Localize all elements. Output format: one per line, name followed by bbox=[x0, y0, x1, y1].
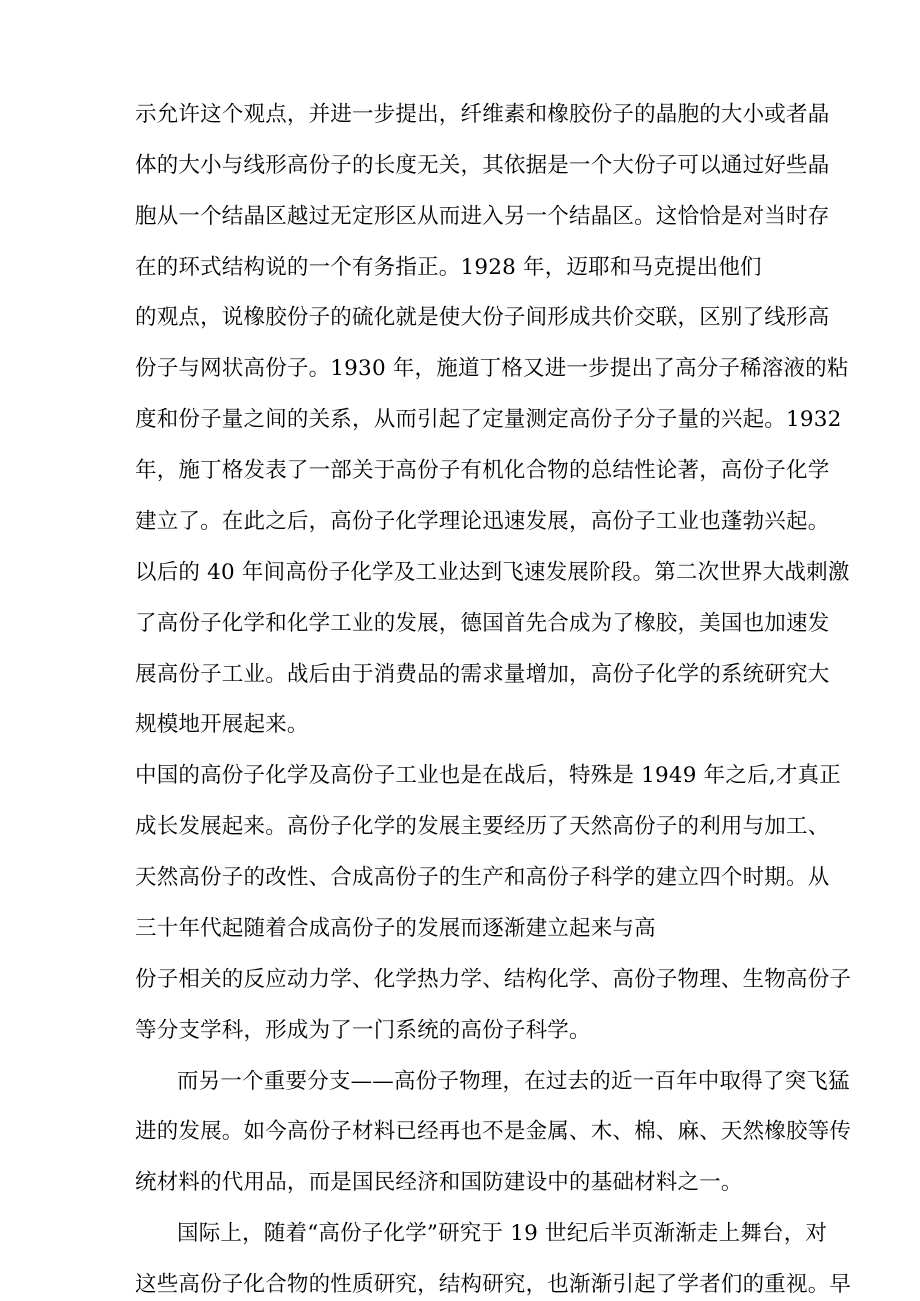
text-line: 中国的高份子化学及高份子工业也是在战后，特殊是 1949 年之后,才真正 bbox=[135, 763, 841, 788]
text-line: 胞从一个结晶区越过无定形区从而进入另一个结晶区。这恰恰是对当时存 bbox=[135, 204, 830, 229]
text-line: 而另一个重要分支——高份子物理，在过去的近一百年中取得了突飞猛 bbox=[177, 1069, 850, 1094]
text-line: 的观点，说橡胶份子的硫化就是使大份子间形成共价交联，区别了线形高 bbox=[135, 305, 830, 330]
text-line: 成长发展起来。高份子化学的发展主要经历了天然高份子的利用与加工、 bbox=[135, 814, 830, 839]
text-line: 了高份子化学和化学工业的发展，德国首先合成为了橡胶，美国也加速发 bbox=[135, 611, 830, 636]
text-line: 规模地开展起来。 bbox=[135, 712, 309, 737]
text-line: 进的发展。如今高份子材料已经再也不是金属、木、棉、麻、天然橡胶等传 bbox=[135, 1119, 852, 1144]
text-line: 年，施丁格发表了一部关于高份子有机化合物的总结性论著，高份子化学 bbox=[135, 458, 830, 483]
text-line: 国际上，随着“高份子化学”研究于 19 世纪后半页渐渐走上舞台，对 bbox=[177, 1221, 828, 1246]
text-line: 天然高份子的改性、合成高份子的生产和高份子科学的建立四个时期。从 bbox=[135, 865, 830, 890]
text-line: 等分支学科，形成为了一门系统的高份子科学。 bbox=[135, 1018, 591, 1043]
text-line: 示允许这个观点，并进一步提出，纤维素和橡胶份子的晶胞的大小或者晶 bbox=[135, 102, 830, 127]
text-line: 三十年代起随着合成高份子的发展而逐渐建立起来与高 bbox=[135, 916, 656, 941]
text-line: 在的环式结构说的一个有务指正。1928 年，迈耶和马克提出他们 bbox=[135, 255, 762, 280]
text-line: 度和份子量之间的关系，从而引起了定量测定高份子分子量的兴起。1932 bbox=[135, 407, 842, 432]
text-line: 统材料的代用品，而是国民经济和国防建设中的基础材料之一。 bbox=[135, 1170, 743, 1195]
text-line: 以后的 40 年间高份子化学及工业达到飞速发展阶段。第二次世界大战刺激 bbox=[135, 560, 850, 585]
text-line: 份子与网状高份子。1930 年，施道丁格又进一步提出了高分子稀溶液的粘 bbox=[135, 356, 849, 381]
text-line: 展高份子工业。战后由于消费品的需求量增加，高份子化学的系统研究大 bbox=[135, 662, 830, 687]
text-line: 这些高份子化合物的性质研究，结构研究，也渐渐引起了学者们的重视。早 bbox=[135, 1272, 852, 1297]
text-line: 份子相关的反应动力学、化学热力学、结构化学、高份子物理、生物高份子 bbox=[135, 967, 852, 992]
text-line: 建立了。在此之后，高份子化学理论迅速发展，高份子工业也蓬勃兴起。 bbox=[135, 509, 830, 534]
text-line: 体的大小与线形高份子的长度无关，其依据是一个大份子可以通过好些晶 bbox=[135, 153, 830, 178]
